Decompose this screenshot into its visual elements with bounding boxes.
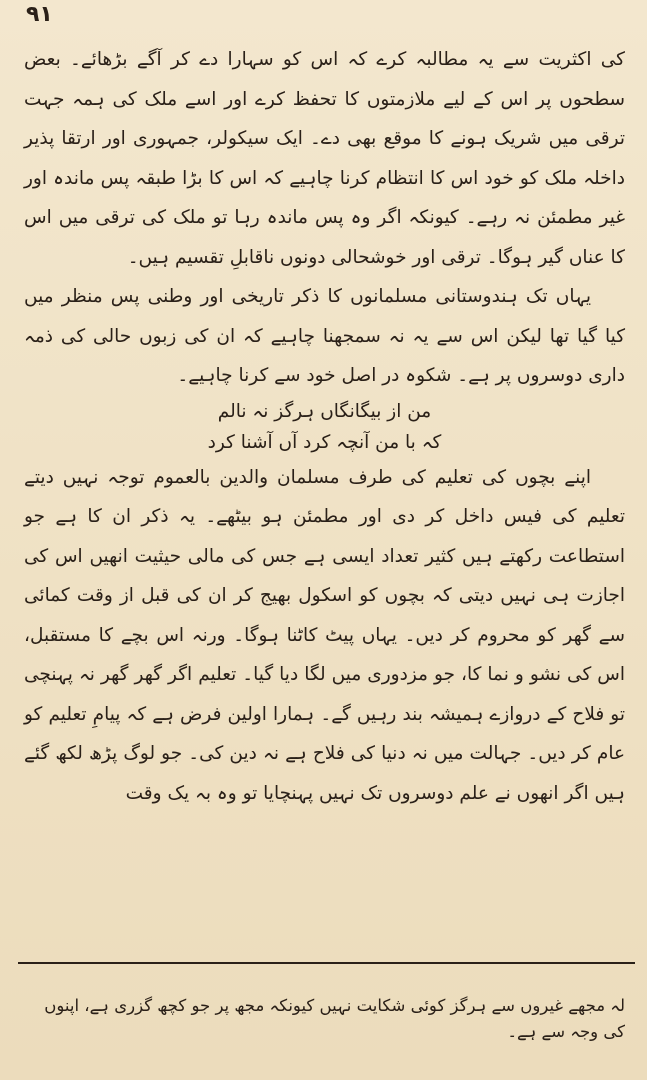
paragraph-3: اپنے بچوں کی تعلیم کی طرف مسلمان والدین بالعموم توجہ نہیں دیتے تعلیم کی فیس داخل کر دی اور مطمئن ہو بیٹھے۔ یہ ذکر ان کا ہے جو استطاعت رکھتے ہیں کثیر تعداد ایسی ہے جس کی مالی حیثیت انھیں اس کی اجازت ہی نہیں دیتی کہ بچوں کو اسکول بھیج کر ان کی قبل از وقت کمائی سے گھر کو محروم کر دیں۔ یہاں پیٹ کاٹنا ہوگا۔ ورنہ اس بچے کا مستقبل، اس کی نشو و نما کا، جو مزدوری میں لگا دیا گیا۔ تعلیم اگر گھر گھر نہ پہنچی تو فلاح کے دروازے ہمیشہ بند رہیں گے۔ ہمارا اولین فرض ہے کہ پیامِ تعلیم کو عام کر دیں۔ جہالت میں نہ دنیا کی فلاح ہے نہ دین کی۔ جو لوگ پڑھ لکھ گئے ہیں اگر انھوں نے علم دوسروں تک نہیں پہنچایا تو وہ بہ یک وقت — [24, 466, 625, 804]
page-number: ۹۱ — [26, 2, 53, 27]
verse-line-2: کہ با من آنچہ کرد آں آشنا کرد — [207, 431, 442, 453]
footnote-divider — [18, 962, 635, 964]
verse-line-1: من از بیگانگاں ہرگز نہ نالم — [217, 400, 432, 422]
footnote: لہ مجھے غیروں سے ہرگز کوئی شکایت نہیں کیونکہ مجھ پر جو کچھ گزری ہے، اپنوں کی وجہ سے ہے۔ — [44, 996, 625, 1041]
persian-verse — [24, 396, 625, 458]
paragraph-2: یہاں تک ہندوستانی مسلمانوں کا ذکر تاریخی اور وطنی پس منظر میں کیا گیا تھا لیکن اس سے یہ نہ سمجھنا چاہیے کہ ان کی زبوں حالی کی ذمہ داری دوسروں پر ہے۔ شکوہ در اصل خود سے کرنا چاہیے۔ — [24, 286, 625, 386]
paragraph-1: کی اکثریت سے یہ مطالبہ کرے کہ اس کو سہارا دے کر آگے بڑھائے۔ بعض سطحوں پر اس کے لیے ملازمتوں کا تحفظ کرے اور اسے ملک کی ہمہ جہت ترقی میں شریک ہونے کا موقع بھی دے۔ ایک سیکولر، جمہوری اور ارتقا پذیر داخلہ ملک کو خود اس کا انتظام کرنا چاہیے کہ اس کا بڑا طبقہ پس ماندہ اور غیر مطمئن نہ رہے۔ کیونکہ اگر وہ پس ماندہ رہا تو ملک کی ترقی میں اس کا عناں گیر ہوگا۔ ترقی اور خوشحالی دونوں ناقابلِ تقسیم ہیں۔ — [24, 49, 625, 268]
body-text — [24, 40, 625, 813]
